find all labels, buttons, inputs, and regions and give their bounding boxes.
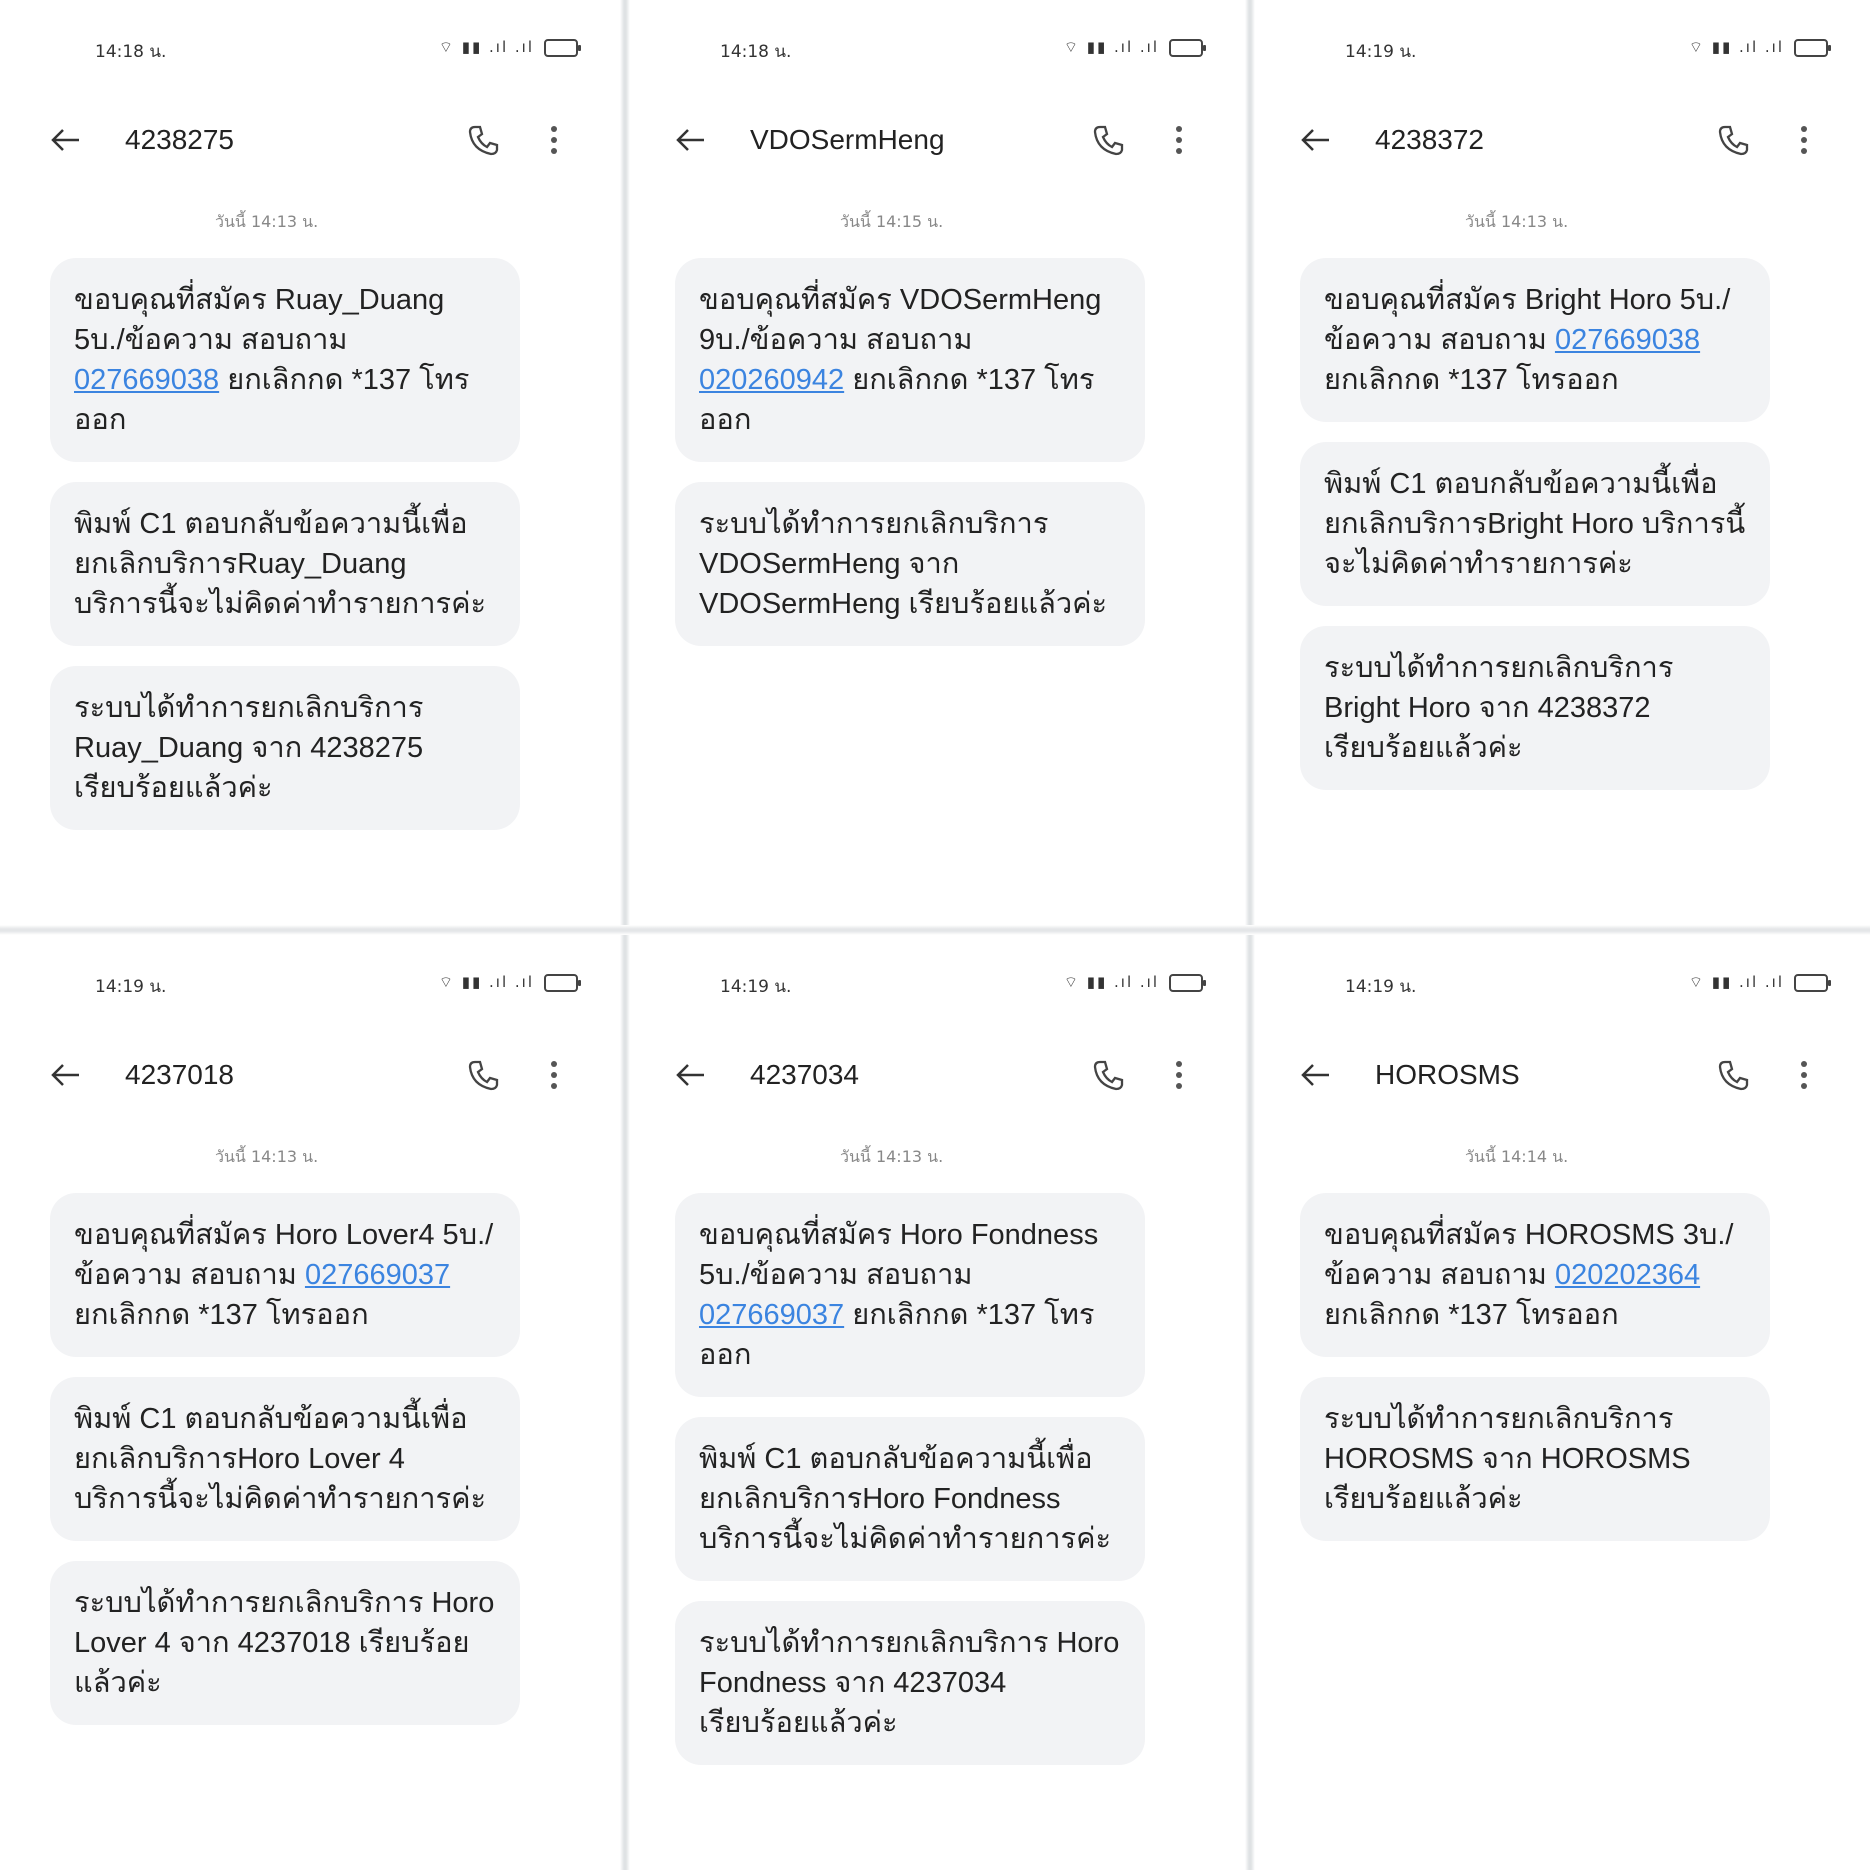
message-bubble: ระบบได้ทำการยกเลิกบริการ Bright Horo จาก 4238372 เรียบร้อยแล้วค่ะ: [1300, 626, 1770, 790]
battery-icon: [544, 39, 578, 57]
date-label: วันนี้ 14:14 น.: [1465, 1147, 1569, 1166]
back-arrow-icon[interactable]: [45, 1057, 85, 1093]
back-arrow-icon[interactable]: [1295, 1057, 1335, 1093]
status-icons: [439, 973, 578, 992]
status-icons: [1064, 38, 1203, 57]
phone-icon[interactable]: [1091, 122, 1127, 158]
status-time: 14:19 น.: [1345, 977, 1417, 997]
battery-icon: [544, 974, 578, 992]
status-bar: [625, 965, 1235, 1005]
message-list: [50, 258, 520, 850]
date-label: วันนี้ 14:13 น.: [840, 1147, 944, 1166]
more-options-icon[interactable]: [542, 122, 566, 158]
more-options-icon[interactable]: [1167, 1057, 1191, 1093]
conversation-title: 4237034: [750, 1059, 860, 1090]
message-bubble: ขอบคุณที่สมัคร HOROSMS 3บ./ข้อความ สอบถาม 020202364 ยกเลิกกด *137 โทรออก: [1300, 1193, 1770, 1357]
message-bubble: ระบบได้ทำการยกเลิกบริการ Horo Lover 4 จาก 4237018 เรียบร้อยแล้วค่ะ: [50, 1561, 520, 1725]
phone-icon[interactable]: [466, 1057, 502, 1093]
phone-link[interactable]: 020202364: [1554, 1259, 1701, 1291]
more-options-icon[interactable]: [1167, 122, 1191, 158]
status-bar: [0, 30, 610, 70]
panel-divider: [0, 925, 1870, 935]
back-arrow-icon[interactable]: [670, 122, 710, 158]
status-bar: [625, 30, 1235, 70]
signal-icon: ⌔ ▮▮ .ıl .ıl: [438, 973, 534, 991]
phone-icon[interactable]: [466, 122, 502, 158]
phone-icon[interactable]: [1716, 122, 1752, 158]
panel-divider: [1245, 0, 1255, 1870]
back-arrow-icon[interactable]: [670, 1057, 710, 1093]
sms-panel-vdosermheng: [625, 0, 1235, 920]
status-icons: [1064, 973, 1203, 992]
app-bar: [625, 1045, 1235, 1105]
message-list: [675, 258, 1145, 666]
sms-panel-4238372: [1250, 0, 1860, 920]
status-icons: [439, 38, 578, 57]
phone-link[interactable]: 027669038: [1554, 324, 1701, 356]
phone-link[interactable]: 027669038: [74, 364, 220, 396]
signal-icon: ⌔ ▮▮ .ıl .ıl: [1063, 973, 1159, 991]
more-options-icon[interactable]: [1792, 122, 1816, 158]
status-time: 14:19 น.: [95, 977, 167, 997]
signal-icon: ⌔ ▮▮ .ıl .ıl: [1063, 38, 1159, 56]
message-bubble: พิมพ์ C1 ตอบกลับข้อความนี้เพื่อยกเลิกบริการHoro Lover 4 บริการนี้จะไม่คิดค่าทำรายการค่ะ: [50, 1377, 520, 1541]
conversation-title: HOROSMS: [1375, 1059, 1520, 1090]
message-bubble: ระบบได้ทำการยกเลิกบริการ VDOSermHeng จาก VDOSermHeng เรียบร้อยแล้วค่ะ: [675, 482, 1145, 646]
back-arrow-icon[interactable]: [1295, 122, 1335, 158]
message-list: [675, 1193, 1145, 1785]
more-options-icon[interactable]: [542, 1057, 566, 1093]
message-bubble: ระบบได้ทำการยกเลิกบริการ Horo Fondness จาก 4237034 เรียบร้อยแล้วค่ะ: [675, 1601, 1145, 1765]
signal-icon: ⌔ ▮▮ .ıl .ıl: [438, 38, 534, 56]
conversation-title: 4238275: [125, 124, 235, 155]
date-label: วันนี้ 14:13 น.: [1465, 212, 1569, 231]
date-label: วันนี้ 14:13 น.: [215, 1147, 319, 1166]
battery-icon: [1169, 39, 1203, 57]
status-time: 14:19 น.: [720, 977, 792, 997]
phone-link[interactable]: 027669037: [304, 1259, 451, 1291]
message-bubble: ขอบคุณที่สมัคร Bright Horo 5บ./ข้อความ สอบถาม 027669038 ยกเลิกกด *137 โทรออก: [1300, 258, 1770, 422]
message-bubble: ขอบคุณที่สมัคร VDOSermHeng 9บ./ข้อความ สอบถาม 020260942 ยกเลิกกด *137 โทรออก: [675, 258, 1145, 462]
panel-divider: [620, 0, 630, 1870]
app-bar: [0, 110, 610, 170]
message-list: [1300, 258, 1770, 810]
message-bubble: พิมพ์ C1 ตอบกลับข้อความนี้เพื่อยกเลิกบริการRuay_Duang บริการนี้จะไม่คิดค่าทำรายการค่ะ: [50, 482, 520, 646]
sms-panel-horosms: [1250, 935, 1860, 1855]
status-icons: [1689, 973, 1828, 992]
sms-panel-4238275: [0, 0, 610, 920]
status-time: 14:19 น.: [1345, 42, 1417, 62]
message-bubble: ขอบคุณที่สมัคร Horo Fondness 5บ./ข้อความ สอบถาม 027669037 ยกเลิกกด *137 โทรออก: [675, 1193, 1145, 1397]
app-bar: [1250, 1045, 1860, 1105]
sms-panel-4237034: [625, 935, 1235, 1855]
message-bubble: ระบบได้ทำการยกเลิกบริการ Ruay_Duang จาก 4238275 เรียบร้อยแล้วค่ะ: [50, 666, 520, 830]
app-bar: [625, 110, 1235, 170]
message-bubble: ขอบคุณที่สมัคร Horo Lover4 5บ./ข้อความ สอบถาม 027669037 ยกเลิกกด *137 โทรออก: [50, 1193, 520, 1357]
conversation-title: 4238372: [1375, 124, 1485, 155]
battery-icon: [1794, 974, 1828, 992]
phone-link[interactable]: 020260942: [699, 364, 845, 396]
status-bar: [0, 965, 610, 1005]
message-list: [1300, 1193, 1770, 1561]
status-time: 14:18 น.: [95, 42, 167, 62]
message-bubble: ขอบคุณที่สมัคร Ruay_Duang 5บ./ข้อความ สอบถาม 027669038 ยกเลิกกด *137 โทรออก: [50, 258, 520, 462]
battery-icon: [1169, 974, 1203, 992]
app-bar: [1250, 110, 1860, 170]
status-time: 14:18 น.: [720, 42, 792, 62]
signal-icon: ⌔ ▮▮ .ıl .ıl: [1688, 973, 1784, 991]
phone-link[interactable]: 027669037: [699, 1299, 845, 1331]
battery-icon: [1794, 39, 1828, 57]
message-list: [50, 1193, 520, 1745]
sms-panel-4237018: [0, 935, 610, 1855]
more-options-icon[interactable]: [1792, 1057, 1816, 1093]
conversation-title: 4237018: [125, 1059, 235, 1090]
message-bubble: พิมพ์ C1 ตอบกลับข้อความนี้เพื่อยกเลิกบริการHoro Fondness บริการนี้จะไม่คิดค่าทำรายการค่ะ: [675, 1417, 1145, 1581]
phone-icon[interactable]: [1716, 1057, 1752, 1093]
status-bar: [1250, 30, 1860, 70]
status-bar: [1250, 965, 1860, 1005]
message-bubble: ระบบได้ทำการยกเลิกบริการ HOROSMS จาก HOROSMS เรียบร้อยแล้วค่ะ: [1300, 1377, 1770, 1541]
status-icons: [1689, 38, 1828, 57]
conversation-title: VDOSermHeng: [750, 124, 945, 155]
date-label: วันนี้ 14:13 น.: [215, 212, 319, 231]
back-arrow-icon[interactable]: [45, 122, 85, 158]
signal-icon: ⌔ ▮▮ .ıl .ıl: [1688, 38, 1784, 56]
app-bar: [0, 1045, 610, 1105]
message-bubble: พิมพ์ C1 ตอบกลับข้อความนี้เพื่อยกเลิกบริการBright Horo บริการนี้จะไม่คิดค่าทำรายการค่ะ: [1300, 442, 1770, 606]
phone-icon[interactable]: [1091, 1057, 1127, 1093]
date-label: วันนี้ 14:15 น.: [840, 212, 944, 231]
